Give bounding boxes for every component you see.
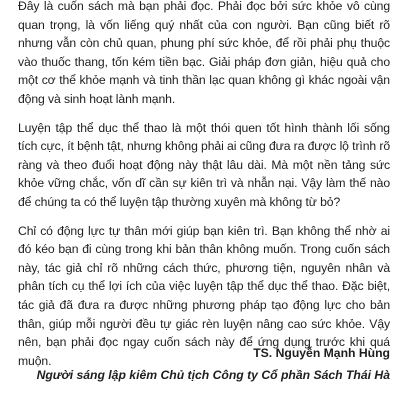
paragraph-2: Luyện tập thể dục thể thao là một thói quen tốt hình thành lối sống tích cực, ít bệnh tật, nhưng không phải ai cũng đưa ra được lộ trình rõ ràng và theo đuổi hoạt động này thật lâu dài. Mà một nền tảng sức khỏe vững chắc, vốn dĩ cần sự kiên trì và nhẫn nại. Vậy làm thế nào để chúng ta có thể luyện tập thường xuyên mà không từ bỏ?	[18, 120, 390, 209]
paragraph-1: Đây là cuốn sách mà bạn phải đọc. Phải đọc bởi sức khỏe vô cùng quan trọng, là vốn liếng quý nhất của con người. Bạn cũng biết rõ nhưng vẫn còn chủ quan, phung phí sức khỏe, để rồi phải phụ thuộc vào thuốc thang, tốn kém tiền bạc. Giải pháp đơn giản, hiệu quả cho một cơ thể khỏe mạnh và tinh thần lạc quan không gì khác ngoài vận động và sinh hoạt lành mạnh.	[18, 0, 390, 106]
document-page	[18, 0, 390, 400]
signature-name: TS. Nguyễn Mạnh Hùng	[253, 346, 390, 360]
signature-block	[37, 344, 390, 384]
signature-title: Người sáng lập kiêm Chủ tịch Công ty Cổ phần Sách Thái Hà	[36, 368, 390, 382]
paragraph-3: Chỉ có động lực tự thân mới giúp bạn kiên trì. Bạn không thể nhờ ai đó kéo bạn đi cùng trong khi bản thân không muốn. Trong cuốn sách này, tác giả chỉ rõ những cách thức, phương tiện, nguyên nhân và phân tích cụ thể lợi ích của việc luyện tập thể dục thể thao. Đặc biệt, tác giả đã đưa ra được những phương pháp tạo động lực cho bản thân, giúp mỗi người đều tự giác rèn luyện nâng cao sức khỏe. Vậy nên, bạn phải đọc ngay cuốn sách này để ứng dụng trước khi quá muộn.	[18, 223, 390, 368]
